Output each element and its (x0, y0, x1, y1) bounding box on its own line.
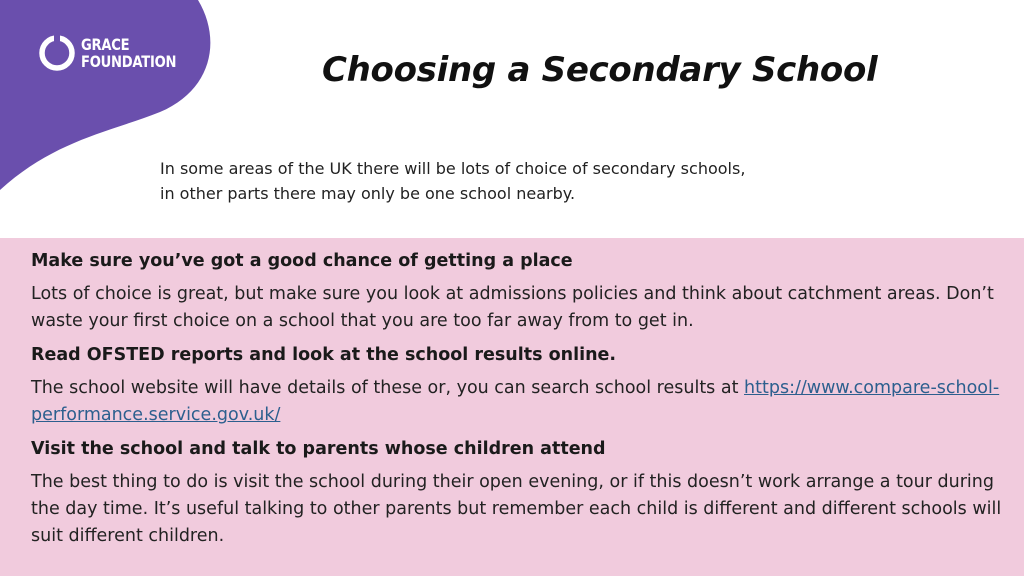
intro-text: In some areas of the UK there will be lots of choice of secondary schools, in other parts there may only be one school nearby. (160, 159, 746, 203)
section-heading-ofsted: Read OFSTED reports and look at the school results online. (31, 345, 617, 365)
grace-foundation-logo (38, 34, 197, 72)
section-heading-place: Make sure you’ve got a good chance of getting a place (31, 251, 573, 271)
section-body-ofsted-text: The school website will have details of these or, you can search school results at (31, 378, 739, 398)
section-body-ofsted (31, 375, 1006, 429)
logo-text-line1: GRACE (81, 35, 130, 54)
advice-panel (0, 238, 1024, 576)
section-body-visit: The best thing to do is visit the school during their open evening, or if this doesn’t work arrange a tour during the day time. It’s useful talking to other parents but remember each child is different and different schools will suit different children. (31, 472, 1002, 546)
section-heading-visit: Visit the school and talk to parents whose children attend (31, 439, 606, 459)
logo-text-line2: FOUNDATION (81, 52, 177, 71)
section-body-place: Lots of choice is great, but make sure you look at admissions policies and think about catchment areas. Don’t waste your first choice on a school that you are too far away from to get in. (31, 284, 994, 331)
school-performance-link[interactable]: https://www.compare-school-performance.service.gov.uk/ (31, 378, 1000, 425)
page-title: Choosing a Secondary School (322, 50, 878, 90)
logo-ring-icon (38, 34, 76, 72)
